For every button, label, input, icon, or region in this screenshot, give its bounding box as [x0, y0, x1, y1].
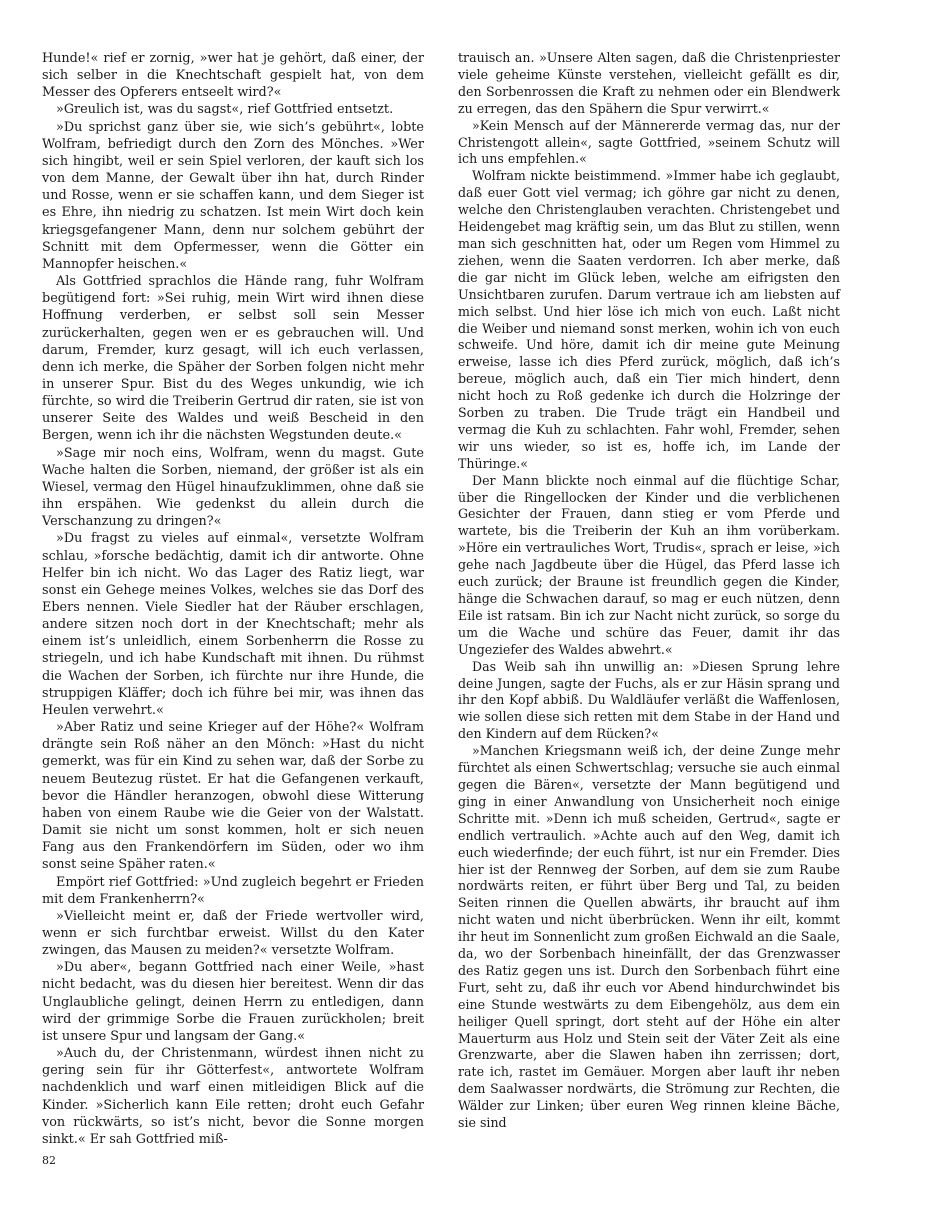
paragraph: »Manchen Kriegsmann weiß ich, der deine Zunge mehr fürchtet als einen Schwertschlag; versuche sie auch einmal gegen die Bären«, versetzte der Mann begütigend und ging in einer Anwandlung von Unsicherheit noch einige Schritte mit. »Denn ich muß scheiden, Gertrud«, sagte er endlich vertraulich. »Achte auch auf den Weg, damit ich euch wiederfinde; der euch führt, ist nur ein Fremder. Dies hier ist der Rennweg der Sorben, auf dem sie zum Raube nordwärts reiten, er führt über Berg und Tal, zu beiden Seiten rinnen die Quellen abwärts, ihr braucht auf ihm nicht waten und nicht überbrücken. Wenn ihr eilt, kommt ihr heut im Sonnenlicht zum großen Eichwald an die Saale, da, wo der Sorbenbach hineinfällt, der das Grenzwasser des Ratiz gegen uns ist. Durch den Sorbenbach führt eine Furt, seht zu, daß ihr euch vor Abend hindurchwindet bis eine Stunde westwärts zu dem Eibengehölz, aus dem ein heiliger Quell springt, dort steht auf der Höhe ein alter Mauerturm aus Holz und Stein seit der Väter Zeit als eine Grenzwarte, aber die Slawen haben ihn zerrissen; dort, rate ich, rastet im Gemäuer. Morgen aber lauft ihr neben dem Saalwasser nordwärts, die Strömung zur Rechten, die Wälder zur Linken; über euren Weg rinnen kleine Bäche, sie sind [458, 743, 840, 1131]
paragraph: »Auch du, der Christenmann, würdest ihnen nicht zu gering sein für ihr Götterfest«, antwortete Wolfram nachdenklich und warf einen mitleidigen Blick auf die Kinder. »Sicherlich kann Eile retten; droht euch Gefahr von rückwärts, so ist’s nicht, bevor die Sonne morgen sinkt.« Er sah Gottfried miß- [42, 1046, 424, 1147]
paragraph: Das Weib sah ihn unwillig an: »Diesen Sprung lehre deine Jungen, sagte der Fuchs, als er zur Häsin sprang und ihr den Kopf abbiß. Du Waldläufer verläßt die Waffenlosen, wie sollen diese sich retten mit dem Stabe in der Hand und den Kindern auf dem Rücken?« [458, 658, 840, 742]
right-text-column [458, 50, 840, 1132]
paragraph: Der Mann blickte noch einmal auf die flüchtige Schar, über die Ringellocken der Kinder und die verblichenen Gesichter der Frauen, dann stieg er vom Pferde und wartete, bis die Treiberin der Kuh an ihm vorüberkam. »Höre ein vertrauliches Wort, Trudis«, sprach er leise, »ich gehe nach Jagdbeute über die Hügel, das Pferd lasse ich euch zurück; der Braune ist freundlich gegen die Kinder, hänge die Schwachen darauf, so mag er euch nützen, denn Eile ist ratsam. Bin ich zur Nacht nicht zurück, so sorge du um die Wache und schüre das Feuer, damit ihr das Ungeziefer des Waldes abwehrt.« [458, 472, 840, 657]
paragraph: »Sage mir noch eins, Wolfram, wenn du magst. Gute Wache halten die Sorben, niemand, der größer ist als ein Wiesel, vermag den Hügel hinaufzuklimmen, ohne daß sie ihn erspähen. Wie gedenkst du allein durch die Verschanzung zu dringen?« [42, 445, 424, 530]
paragraph: »Du aber«, begann Gottfried nach einer Weile, »hast nicht bedacht, was du diesen hier bereitest. Wenn dir das Unglaubliche gelingt, deinen Herrn zu entledigen, dann wird der grimmige Sorbe die Frauen zurückholen; breit ist unsere Spur und langsam der Gang.« [42, 960, 424, 1044]
page-number: 82 [42, 1154, 56, 1167]
paragraph: Wolfram nickte beistimmend. »Immer habe ich geglaubt, daß euer Gott viel vermag; ich göhre gar nicht zu denen, welche den Christenglauben verachten. Christengebet und Heidengebet mag kräftig sein, um das Blut zu stillen, wenn man sich geschnitten hat, oder um Regen vom Himmel zu ziehen, wenn die Saaten verdorren. Ich aber merke, daß die gar nicht im Glück leben, welche am eifrigsten den Unsichtbaren zurufen. Darum vertraue ich am liebsten auf mich selbst. Und hier löse ich mich von euch. Laßt nicht die Weiber und niemand sonst merken, wohin ich von euch schweife. Und höre, damit ich dir meine gute Meinung erweise, lasse ich dies Pferd zurück, möglich, daß ich’s bereue, möglich auch, daß ein Tier mich hindert, denn nicht hoch zu Roß gedenke ich durch die Holzringe der Sorben zu traben. Die Trude trägt ein Handbeil und vermag die Kuh zu schlachten. Fahr wohl, Fremder, sehen wir uns wieder, so ist es, hoffe ich, im Lande der Thüringe.« [458, 168, 840, 471]
left-text-column [42, 50, 424, 1148]
paragraph: Empört rief Gottfried: »Und zugleich begehrt er Frieden mit dem Frankenherrn?« [42, 874, 424, 907]
paragraph: Hunde!« rief er zornig, »wer hat je gehört, daß einer, der sich selber in die Knechtschaft gespielt hat, von dem Messer des Opferers entseelt wird?« [42, 51, 424, 101]
paragraph: Als Gottfried sprachlos die Hände rang, fuhr Wolfram begütigend fort: »Sei ruhig, mein Wirt wird ihnen diese Hoffnung verderben, er selbst soll sein Messer zurückerhalten, gegen wen er es gebrauchen will. Und darum, Fremder, kurz gesagt, will ich euch verlassen, denn ich merke, die Späher der Sorben folgen nicht mehr in unserer Spur. Bist du des Weges unkundig, wie ich fürchte, so wird die Treiberin Gertrud dir raten, sie ist von unserer Seite des Waldes und weiß Bescheid in den Bergen, wenn ich ihr die nächsten Wegstunden deute.« [42, 274, 424, 444]
paragraph: trauisch an. »Unsere Alten sagen, daß die Christenpriester viele geheime Künste verstehen, vielleicht gefällt es dir, den Sorbenrossen die Kraft zu nehmen oder ein Blendwerk zu erregen, das den Spähern die Spur verwirrt.« [458, 50, 840, 116]
paragraph: »Aber Ratiz und seine Krieger auf der Höhe?« Wolfram drängte sein Roß näher an den Mönch: »Hast du nicht gemerkt, was für ein Kind zu sehen war, daß der Sorbe zu neuem Beutezug rüstet. Er hat die Gefangenen verkauft, bevor die Händler heranzogen, obwohl diese Witterung haben von einem Raube wie die Geier von der Walstatt. Damit sie nicht um sonst kommen, holt er sich neuen Fang aus den Frankendörfern im Süden, oder wo ihm sonst seine Späher raten.« [42, 720, 424, 873]
paragraph: »Du sprichst ganz über sie, wie sich’s gebührt«, lobte Wolfram, befriedigt durch den Zorn des Mönches. »Wer sich hingibt, weil er sein Spiel verloren, der kauft sich los von dem Manne, der Gewalt über ihn hat, durch Rinder und Rosse, wenn er sie schaffen kann, und dem Sieger ist es Ehre, ihn niedrig zu schatzen. Ist mein Wirt doch kein kriegsgefangener Mann, denn nur solchem gebührt der Schnitt mit dem Opfermesser, wenn die Götter ein Mannopfer heischen.« [42, 119, 424, 272]
paragraph: »Du fragst zu vieles auf einmal«, versetzte Wolfram schlau, »forsche bedächtig, damit ich dir antworte. Ohne Helfer bin ich nicht. Wo das Lager des Ratiz liegt, war sonst ein Gehege meines Volkes, welches sie das Dorf des Ebers nennen. Viele Siedler hat der Räuber erschlagen, andere sitzen noch dort in der Knechtschaft; mehr als einem ist’s unleidlich, einem Sorbenherrn die Rosse zu striegeln, und ich habe Kundschaft mit ihnen. Du rühmst die Wachen der Sorben, ich fürchte nur ihre Hunde, die struppigen Kläffer; doch ich führe bei mir, was ihnen das Heulen verwehrt.« [42, 531, 424, 718]
paragraph: »Greulich ist, was du sagst«, rief Gottfried entsetzt. [56, 102, 394, 118]
paragraph: »Kein Mensch auf der Männererde vermag das, nur der Christengott allein«, sagte Gottfried, »seinem Schutz will ich uns empfehlen.« [458, 117, 840, 167]
paragraph: »Vielleicht meint er, daß der Friede wertvoller wird, wenn er sich furchtbar erweist. Willst du den Kater zwingen, das Mausen zu meiden?« versetzte Wolfram. [42, 908, 424, 959]
